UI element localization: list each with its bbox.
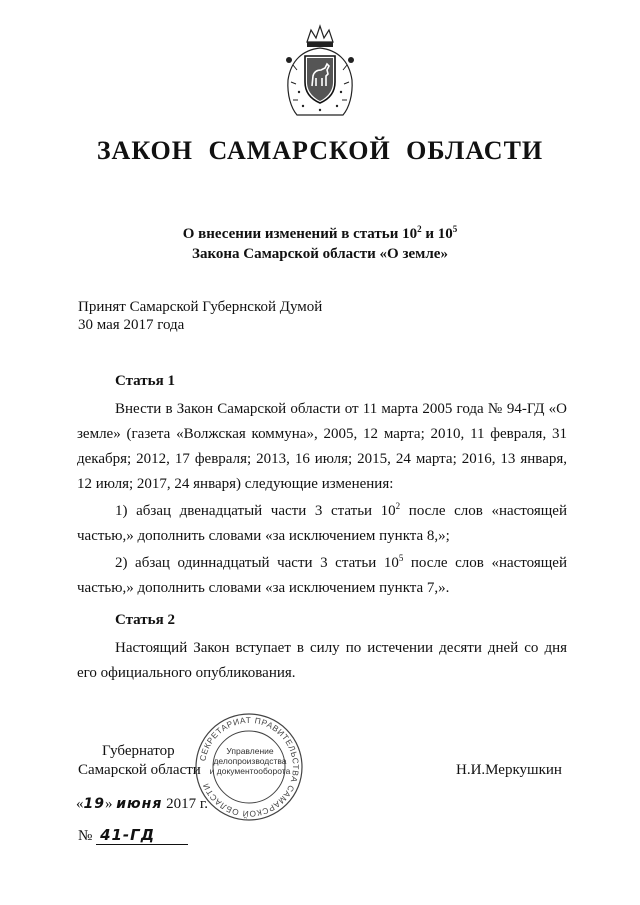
handwritten-month: июня xyxy=(116,796,163,812)
coat-of-arms-emblem xyxy=(283,20,357,120)
subtitle-line-2: Закона Самарской области «О земле» xyxy=(192,246,448,262)
article-1-heading: Статья 1 xyxy=(115,373,175,389)
article-2 xyxy=(77,608,567,686)
adoption-body: Принят Самарской Губернской Думой xyxy=(78,299,323,315)
signatory-name: Н.И.Меркушкин xyxy=(456,762,562,778)
law-subtitle xyxy=(0,224,640,264)
article-1-paragraph-3: 2) абзац одиннадцатый части 3 статьи $10^5$ после слов «настоящей частью,» дополнить словами «за исключением пункта 7,». xyxy=(77,553,567,596)
article-2-paragraph-1: Настоящий Закон вступает в силу по истечении десяти дней со дня его официального опубликования. xyxy=(77,640,567,681)
signatory-title xyxy=(78,742,201,780)
article-1 xyxy=(77,369,567,601)
signing-date: «19» июня 2017 г. xyxy=(76,796,209,812)
stamp-inner-text: Управление делопроизводства и документооборота xyxy=(209,746,291,776)
adoption-date: 30 мая 2017 года xyxy=(78,317,185,333)
article-2-heading: Статья 2 xyxy=(115,612,175,628)
date-year: 2017 г. xyxy=(166,796,209,812)
handwritten-law-number: 41-ГД xyxy=(96,826,188,845)
article-1-paragraph-1: Внести в Закон Самарской области от 11 марта 2005 года № 94-ГД «О земле» (газета «Волжская коммуна», 2005, 12 марта; 2010, 11 февраля, 31 декабря; 2012, 17 февраля; 2013, 16 июля; 2015, 24 марта; 2016, 13 января, 12 июля; 2017, 24 января) следующие изменения: xyxy=(77,401,567,492)
signatory-title-line-1: Губернатор xyxy=(102,743,175,759)
adoption-info xyxy=(78,298,322,334)
law-number: № 41-ГД xyxy=(78,826,188,845)
stamp-ring-text: СЕКРЕТАРИАТ ПРАВИТЕЛЬСТВА САМАРСКОЙ ОБЛАСТИ xyxy=(197,714,302,820)
handwritten-day: 19 xyxy=(83,796,105,812)
signatory-title-line-2: Самарской области xyxy=(78,762,201,778)
law-title: ЗАКОН САМАРСКОЙ ОБЛАСТИ xyxy=(96,136,544,165)
subtitle-line-1: О внесении изменений в статьи $10^2$ и $10^5$ xyxy=(182,224,458,242)
article-1-paragraph-2: 1) абзац двенадцатый части 3 статьи $10^2$ после слов «настоящей частью,» дополнить словами «за исключением пункта 8,»; xyxy=(77,501,567,544)
